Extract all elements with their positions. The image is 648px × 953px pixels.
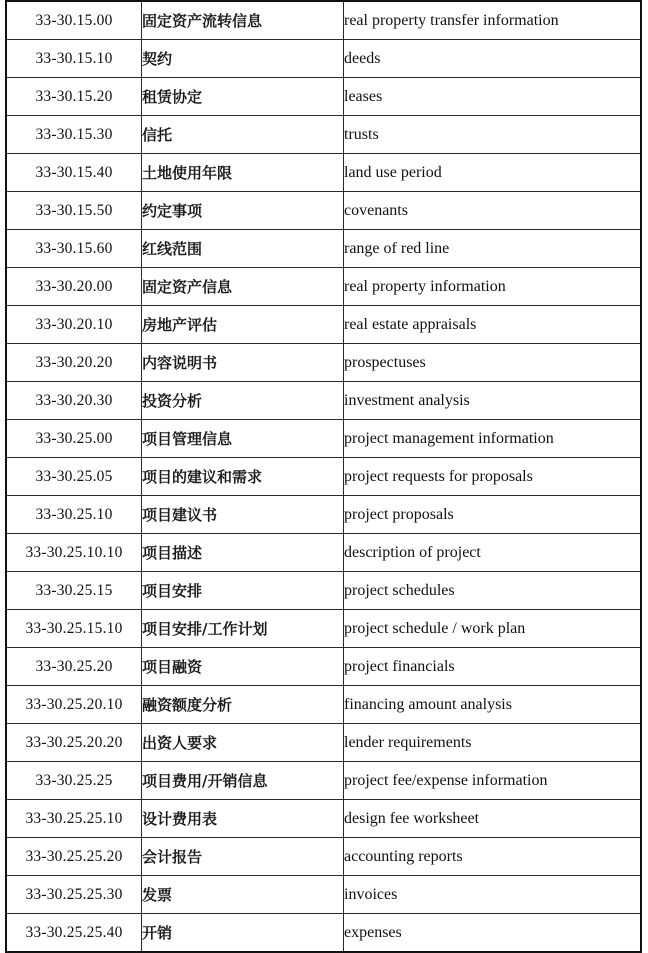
english-term-cell: design fee worksheet <box>344 800 642 838</box>
chinese-term-cell: 项目描述 <box>142 534 344 572</box>
table-row <box>6 382 641 420</box>
english-term-cell: range of red line <box>344 230 642 268</box>
code-cell: 33-30.15.20 <box>6 78 142 116</box>
table-row <box>6 838 641 876</box>
code-cell: 33-30.20.30 <box>6 382 142 420</box>
code-cell: 33-30.15.10 <box>6 40 142 78</box>
chinese-term-cell: 出资人要求 <box>142 724 344 762</box>
chinese-term-cell: 红线范围 <box>142 230 344 268</box>
chinese-term-cell: 固定资产流转信息 <box>142 1 344 40</box>
table-row <box>6 306 641 344</box>
code-cell: 33-30.25.25.10 <box>6 800 142 838</box>
table-row <box>6 762 641 800</box>
chinese-term-cell: 项目管理信息 <box>142 420 344 458</box>
chinese-term-cell: 项目安排/工作计划 <box>142 610 344 648</box>
chinese-term-cell: 约定事项 <box>142 192 344 230</box>
table-row <box>6 1 641 40</box>
english-term-cell: expenses <box>344 914 642 953</box>
english-term-cell: lender requirements <box>344 724 642 762</box>
code-cell: 33-30.25.15 <box>6 572 142 610</box>
table-row <box>6 40 641 78</box>
chinese-term-cell: 项目费用/开销信息 <box>142 762 344 800</box>
english-term-cell: leases <box>344 78 642 116</box>
table-row <box>6 116 641 154</box>
table-row <box>6 648 641 686</box>
code-cell: 33-30.25.20.10 <box>6 686 142 724</box>
table-row <box>6 914 641 953</box>
english-term-cell: invoices <box>344 876 642 914</box>
chinese-term-cell: 项目安排 <box>142 572 344 610</box>
chinese-term-cell: 项目的建议和需求 <box>142 458 344 496</box>
english-term-cell: project schedule / work plan <box>344 610 642 648</box>
table-row <box>6 496 641 534</box>
chinese-term-cell: 发票 <box>142 876 344 914</box>
table-row <box>6 534 641 572</box>
english-term-cell: financing amount analysis <box>344 686 642 724</box>
english-term-cell: real property transfer information <box>344 1 642 40</box>
chinese-term-cell: 项目建议书 <box>142 496 344 534</box>
chinese-term-cell: 项目融资 <box>142 648 344 686</box>
table-row <box>6 344 641 382</box>
english-term-cell: project schedules <box>344 572 642 610</box>
code-cell: 33-30.20.00 <box>6 268 142 306</box>
english-term-cell: project management information <box>344 420 642 458</box>
table-row <box>6 268 641 306</box>
chinese-term-cell: 固定资产信息 <box>142 268 344 306</box>
english-term-cell: description of project <box>344 534 642 572</box>
table-row <box>6 420 641 458</box>
code-cell: 33-30.25.00 <box>6 420 142 458</box>
table-row <box>6 192 641 230</box>
code-cell: 33-30.25.05 <box>6 458 142 496</box>
table-row <box>6 154 641 192</box>
chinese-term-cell: 融资额度分析 <box>142 686 344 724</box>
table-row <box>6 876 641 914</box>
table-row <box>6 458 641 496</box>
chinese-term-cell: 会计报告 <box>142 838 344 876</box>
table-row <box>6 686 641 724</box>
table-row <box>6 230 641 268</box>
table-row <box>6 800 641 838</box>
table-row <box>6 610 641 648</box>
code-cell: 33-30.25.25 <box>6 762 142 800</box>
english-term-cell: deeds <box>344 40 642 78</box>
classification-code-table <box>5 0 642 953</box>
english-term-cell: real estate appraisals <box>344 306 642 344</box>
english-term-cell: project financials <box>344 648 642 686</box>
table-row <box>6 78 641 116</box>
chinese-term-cell: 土地使用年限 <box>142 154 344 192</box>
code-cell: 33-30.15.00 <box>6 1 142 40</box>
code-cell: 33-30.25.25.20 <box>6 838 142 876</box>
english-term-cell: land use period <box>344 154 642 192</box>
code-cell: 33-30.25.15.10 <box>6 610 142 648</box>
code-cell: 33-30.25.10 <box>6 496 142 534</box>
chinese-term-cell: 内容说明书 <box>142 344 344 382</box>
code-table-body <box>6 1 641 952</box>
chinese-term-cell: 信托 <box>142 116 344 154</box>
english-term-cell: real property information <box>344 268 642 306</box>
table-row <box>6 724 641 762</box>
code-cell: 33-30.25.25.30 <box>6 876 142 914</box>
english-term-cell: project fee/expense information <box>344 762 642 800</box>
english-term-cell: prospectuses <box>344 344 642 382</box>
table-row <box>6 572 641 610</box>
code-cell: 33-30.15.60 <box>6 230 142 268</box>
english-term-cell: accounting reports <box>344 838 642 876</box>
english-term-cell: project proposals <box>344 496 642 534</box>
code-cell: 33-30.20.10 <box>6 306 142 344</box>
english-term-cell: trusts <box>344 116 642 154</box>
english-term-cell: investment analysis <box>344 382 642 420</box>
code-cell: 33-30.15.30 <box>6 116 142 154</box>
code-cell: 33-30.15.40 <box>6 154 142 192</box>
chinese-term-cell: 租赁协定 <box>142 78 344 116</box>
code-cell: 33-30.25.25.40 <box>6 914 142 953</box>
chinese-term-cell: 房地产评估 <box>142 306 344 344</box>
chinese-term-cell: 设计费用表 <box>142 800 344 838</box>
code-cell: 33-30.25.20.20 <box>6 724 142 762</box>
code-cell: 33-30.25.20 <box>6 648 142 686</box>
code-cell: 33-30.20.20 <box>6 344 142 382</box>
code-cell: 33-30.25.10.10 <box>6 534 142 572</box>
chinese-term-cell: 投资分析 <box>142 382 344 420</box>
english-term-cell: project requests for proposals <box>344 458 642 496</box>
chinese-term-cell: 契约 <box>142 40 344 78</box>
code-cell: 33-30.15.50 <box>6 192 142 230</box>
english-term-cell: covenants <box>344 192 642 230</box>
chinese-term-cell: 开销 <box>142 914 344 953</box>
